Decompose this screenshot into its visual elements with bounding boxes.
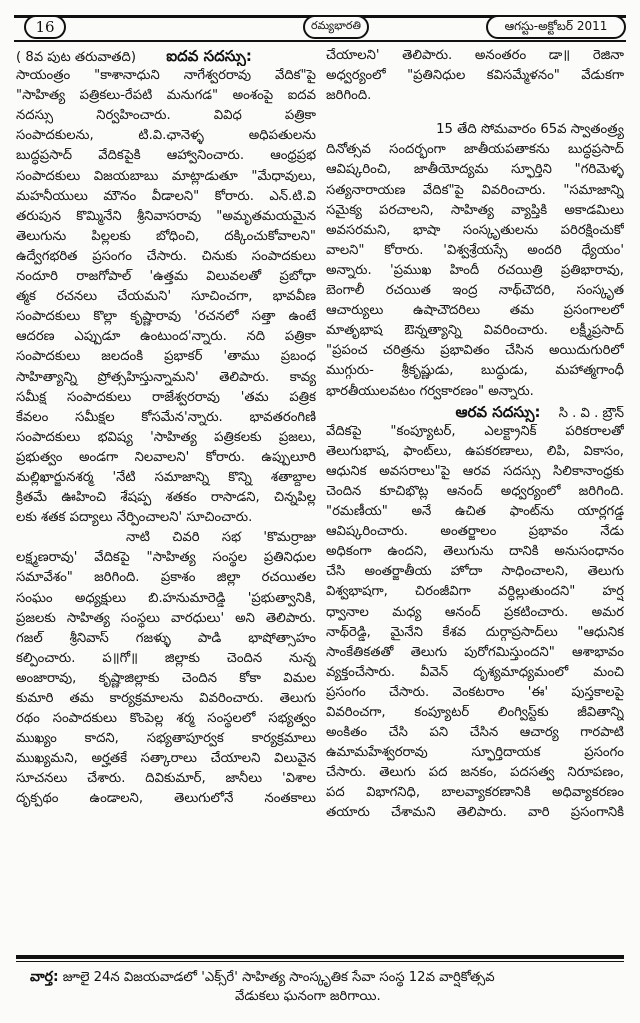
text-line: 15 తేది సోమవారం 65వ స్వాతంత్ర్య xyxy=(436,122,624,138)
text-line: దృక్పథం ఉండాలని, తెలుగులోనే నంతకాలు xyxy=(16,791,316,807)
text-line: ముగ్గురు- శ్రీకృష్ణుడు, బుద్ధుడు, మహాత్మగాంధీ xyxy=(326,363,624,379)
text-line: అంకితం చేసి పని చేసిన ఆచార్య గారపాటి xyxy=(326,725,624,741)
text-line: అధ్వర్యంలో "ప్రతినిధుల కవిసమ్మేళనం" వేడుకగా xyxy=(326,68,624,84)
section-heading-6: ఆరవ సదస్సు: xyxy=(455,402,541,421)
news-line-1: జూలై 24న విజయవాడలో 'ఎక్స్‌రే' సాహిత్య సాంస్కృతిక సేవా సంస్థ 12వ వార్షికోత్సవ xyxy=(62,970,495,985)
text-line: నాథ్‌రెడ్డి, మైనేని కేశవ దుర్గాప్రసాద్‌లు "ఆధునిక xyxy=(326,624,624,640)
text-line: తయారు చేశామని తెలిపారు. వారి ప్రసంగానికి xyxy=(326,805,624,821)
text-line: త్మక రచనలు చేయమని' సూచించగా, భావవీణ xyxy=(16,289,316,305)
text-line: తెలుగును పిల్లలకు బోధించి, దక్కించుకోవాలని" xyxy=(16,228,316,244)
text-line: "సాహిత్య పత్రికలు-రేపటి మనుగడ" అంశంపై ఐదవ xyxy=(16,88,316,104)
text-line: సంపాదకులు భవిష్య 'సాహిత్య పత్రికలకు ప్రజలు, xyxy=(16,429,316,445)
text-line: అవసరమని, భాషా సంస్కృతులను పరిరక్షించుకో xyxy=(326,222,624,238)
text-line: సంఘం అధ్యక్షులు బి.హనుమారెడ్డి 'ప్రభుత్వానికి, xyxy=(16,590,316,606)
text-line: ప్రజలకు సాహిత్య సంస్థలు వారధులు' అని తెలిపారు. xyxy=(16,610,316,626)
news-box xyxy=(30,968,620,1006)
text-line: జరిగింది. xyxy=(326,88,372,104)
text-line: చేసారు. తెలుగు పద జనకం, పదసత్వ నిరూపణం, xyxy=(326,765,624,781)
blank-line xyxy=(326,106,624,120)
text-line: కేవలం సమీక్షల కోసమేన'న్నారు. భావతరంగిణి xyxy=(16,409,316,425)
section-heading-6-line xyxy=(326,402,624,422)
text-line: ఉమామహేశ్వరరావు స్ఫూర్తిదాయక ప్రసంగం xyxy=(326,745,624,761)
text-line: సమావేశం" జరిగింది. ప్రకాశం జిల్లా రచయితల xyxy=(16,570,316,586)
text-line: ఆవిష్కరించారు. అంతర్జాలం ప్రభావం నేడు xyxy=(326,524,624,540)
text-line: నందూరి రాజగోపాల్ 'ఉత్తమ విలువలతో ప్రబోధా xyxy=(16,269,316,285)
text-line: అన్నారు. 'ప్రముఖ హిందీ రచయిత్రి ప్రతిభారావు, xyxy=(326,262,624,278)
page-number: 16 xyxy=(24,15,66,39)
text-line: క్రితమే ఊహించి శేషప్ప శతకం రాసాడని, చిన్నపిల్ల xyxy=(16,490,316,506)
news-line-2: వేడుకలు ఘనంగా జరిగాయి. xyxy=(235,989,381,1004)
text-line: సంపాదకులను, టి.వి.ఛానెళ్ళ అధిపతులను xyxy=(16,128,316,144)
text-line: చేయాలని' తెలిపారు. అనంతరం డా॥ రెజినా xyxy=(326,48,624,63)
text-line: వివరించగా, కంప్యూటర్ లింగ్విస్ట్‌కు జీవితాన్ని xyxy=(326,705,624,720)
text-line: మల్లిఖార్జునశర్మ 'నేటి సమాజాన్ని కొన్ని శతాబ్దాల xyxy=(16,469,316,485)
text-line: ముఖ్యమని, అర్హతకే సత్కారాలు చేయాలని విలువైన xyxy=(16,751,316,767)
text-line: సంపాదకులు జలదంకి ప్రభాకర్ 'తాము ప్రబంధ xyxy=(16,349,316,365)
text-line: తరుపున కొమ్మినేని శ్రీనివాసరావు "అమృతమయమైన xyxy=(16,208,316,224)
footer-rule-thick xyxy=(16,955,624,959)
text-line: అధికంగా ఉందని, తెలుగును దానికి అనుసంధానం xyxy=(326,544,624,560)
text-line: భారతీయులవటం గర్వకారణం" అన్నారు. xyxy=(326,383,534,399)
section-heading-6-tail: సి . వి . బ్రౌన్ xyxy=(558,405,624,421)
text-line: ఆదరణ ఎప్పుడూ ఉంటుంద'న్నారు. నది పత్రికా xyxy=(16,329,316,345)
text-line: విశ్వభాషగా, చిరంజీవిగా వర్ధిల్లుతుందని" హర్ష xyxy=(326,584,624,600)
page-header xyxy=(14,12,626,40)
text-line: చెందిన కూచిభొట్ల ఆనంద్ అధ్వర్యంలో జరిగింది. xyxy=(326,483,624,499)
text-line: ఆధునిక అవసరాలు"పై ఆరవ సదస్సు సిలికానాంధ్రకు xyxy=(326,463,624,479)
text-line: ధ్వానాల మధ్య ఆనంద్ ప్రకటించారు. అమర xyxy=(326,604,624,620)
text-line: తెలుగుభాష, ఫాంట్‌లు, ఉపకరణాలు, లిపి, వికాసం, xyxy=(326,443,624,459)
section-heading-5: ఐదవ సదస్సు: xyxy=(166,47,252,65)
text-line: "రమణీయ" అనే ఉచిత ఫాంట్‌ను యార్లగడ్డ xyxy=(326,504,624,520)
text-line: ప్రభుత్వం అండగా నిలవాలని' కోరారు. ఉప్పులూరి xyxy=(16,449,316,465)
text-line: సమైక్య పరచాలని, సాహిత్య వ్యాప్తికి అకాడమిలు xyxy=(326,202,624,218)
text-line: అంజారావు, కృష్ణాజిల్లాకు చెందిన కోకా విమల xyxy=(16,670,316,686)
text-line: గజల్ శ్రీనివాస్ గజళ్ళు పాడి భాషోత్సాహం xyxy=(16,630,316,646)
text-line: సత్యనారాయణ వేదిక"పై వివరించారు. "సమాజాన్ని xyxy=(326,182,624,198)
text-line: నదస్సు నిర్వహించారు. వివిధ పత్రికా xyxy=(16,108,316,124)
text-line: సాయంత్రం "కాశానాధుని నాగేశ్వరరావు వేదిక"పై xyxy=(16,68,316,84)
text-line: నాటి చివరి సభ 'కొమర్రాజు xyxy=(126,530,316,546)
text-line: మాతృభాష ఔన్నత్యాన్ని వివరించారు. లక్ష్మీప్రసాద్ xyxy=(326,323,624,339)
text-line: పద విభాగనిధి, బాలవ్యాకరణానికి అధివ్యాకరణం xyxy=(326,785,624,801)
right-column xyxy=(326,46,624,824)
text-line: ఆవిష్కరించి, జాతీయోద్యమ స్ఫూర్తిని "గరిమెళ్ళ xyxy=(326,162,624,178)
text-line: వేదికపై "కంప్యూటర్, ఎలక్ట్రానిక్ పరికరాలతో xyxy=(326,423,624,439)
text-line: కుమారి తమ కార్యక్రమాలను వివరించారు. తెలుగు xyxy=(16,691,316,706)
text-line: లక్ష్మణరావు' వేదికపై "సాహిత్య సంస్థల ప్రతినిధుల xyxy=(16,550,316,566)
left-line-0 xyxy=(16,46,316,66)
text-line: ప్రసంగం చేసారు. వెంకటరాం 'ఈ' పుస్తకాలపై xyxy=(326,684,624,700)
text-line: సమీక్ష సంపాదకులు రాజేశ్వరరావు 'తమ పత్రిక xyxy=(16,389,316,405)
text-line: "ప్రపంచ చరిత్రను ప్రభావితం చేసిన అయిదుగురిలో xyxy=(326,343,624,359)
text-line: సాహిత్యాన్ని ప్రోత్సహిస్తున్నామని' తెలిపారు. కావ్య xyxy=(16,369,316,385)
text-line: దినోత్సవ సందర్భంగా జాతీయపతాకను బుద్ధప్రసాద్ xyxy=(326,142,624,158)
text-line: ఆచార్యులు ఉషాచౌదరిలు తమ ప్రసంగాలలో xyxy=(326,303,624,319)
text-line: బుద్ధప్రసాద్ వేదికపైకి ఆహ్వానించారు. ఆంధ్రప్రభ xyxy=(16,148,316,164)
text-line: వ్యక్తంచేసారు. వీవెన్ దృశ్యమాధ్యమంలో మంచి xyxy=(326,664,624,680)
text-line: కల్పించారు. ప॥గో॥ జిల్లాకు చెందిన నున్న xyxy=(16,650,316,666)
text-line: బెంగాలీ రచయిత ఇంద్ర నాథ్‌చౌదరి, సంస్కృత xyxy=(326,283,624,299)
issue-date: ఆగస్టు-అక్టోబర్ 2011 xyxy=(486,15,626,39)
text-line: సంపాదకులు కొల్లా కృష్ణారావు 'రచనలో సత్తా ఉంటే xyxy=(16,309,316,325)
left-column xyxy=(16,46,316,810)
text-line: సంపాదకులు విజయబాబు మాట్లాడుతూ "మేధావులు, xyxy=(16,168,316,184)
magazine-logo: రమ్యభారతి xyxy=(303,15,369,39)
header-rule-bottom xyxy=(14,40,626,42)
text-line: సాంకేతికతతో తెలుగు పురోగమిస్తుందని" ఆశాభావం xyxy=(326,644,624,660)
text-line: వాలని" కోరారు. 'విశ్వశ్రేయస్సే అందరి ధ్యేయం' xyxy=(326,242,624,258)
text-line: రథం సంపాదకులు కొంపెల్ల శర్మ సంస్థలలో సభ్యత్వం xyxy=(16,711,316,727)
text-line: చేసి అంతర్జాతీయ హోదా సాధించాలని, తెలుగు xyxy=(326,564,624,580)
text-line: ఉద్వేగభరిత ప్రసంగం చేసారు. చినుకు సంపాదకులు xyxy=(16,248,316,264)
news-label: వార్త: xyxy=(30,969,59,985)
text-line: లకు శతక పద్యాలు నేర్పించాలని' సూచించారు. xyxy=(16,510,253,526)
text-line: మహనీయులు మౌనం వీడాలని" కోరారు. ఎన్.టి.వి xyxy=(16,188,316,204)
text-line: ముఖ్యం కాదని, సభ్యతాపూర్వక కార్యక్రమాలు xyxy=(16,731,316,747)
footer-rule-thin xyxy=(16,961,624,962)
text-line: సూచనలు చేశారు. దివికుమార్, జానీలు 'విశాల xyxy=(16,771,316,787)
continuation-note: ( 8వ పుట తరువాతది) xyxy=(16,50,137,65)
